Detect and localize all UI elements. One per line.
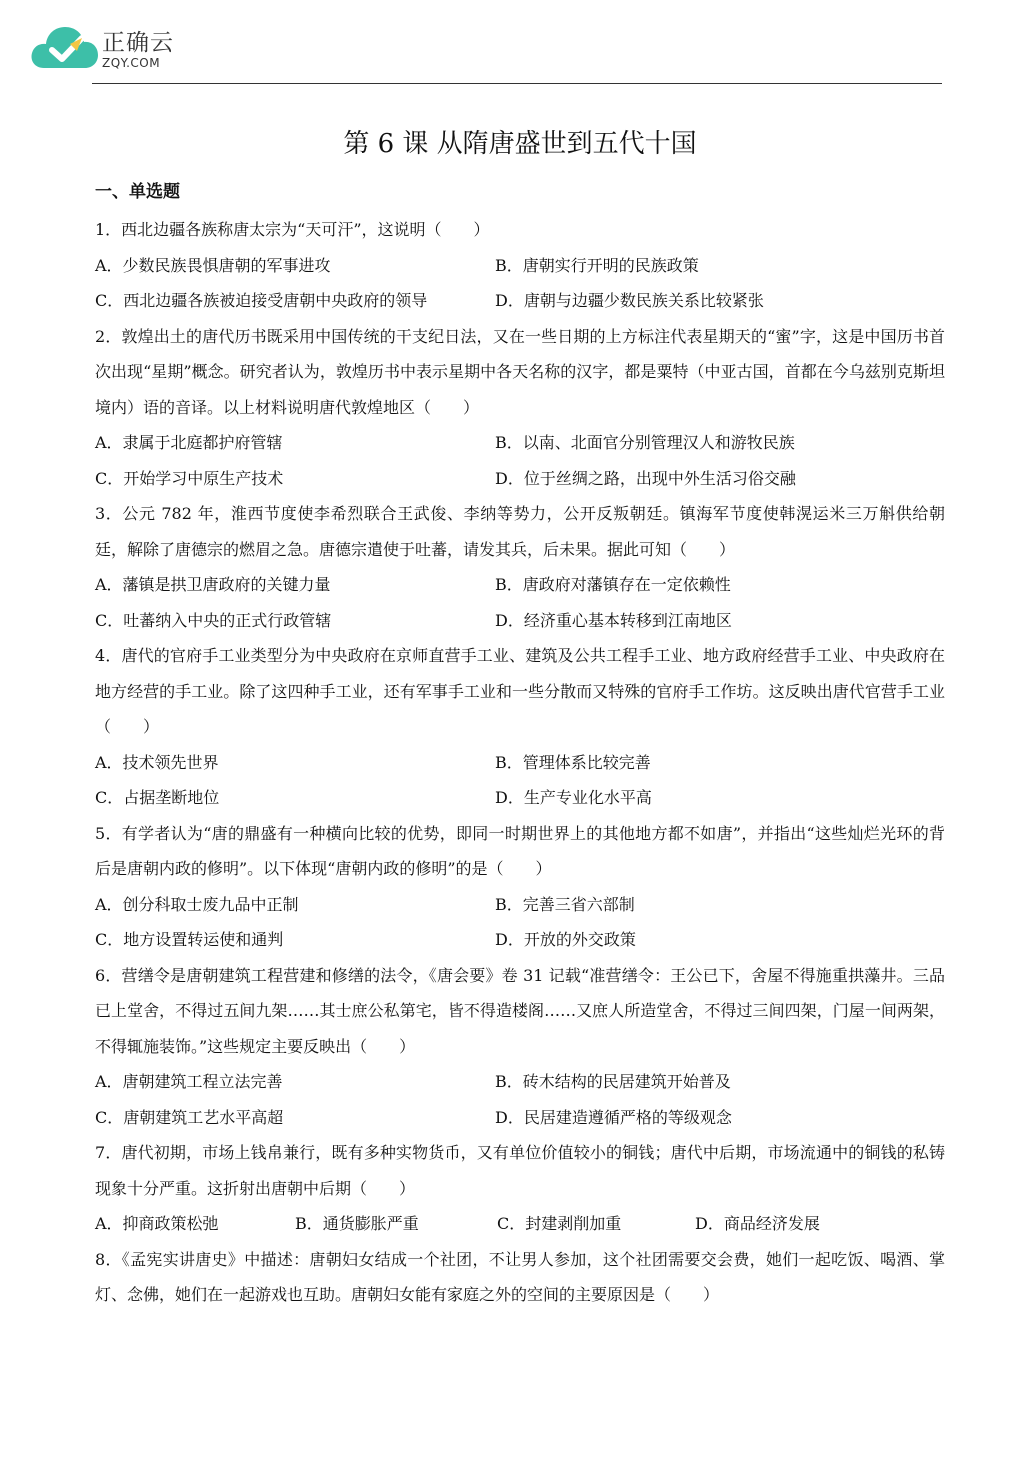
option-d: D．位于丝绸之路，出现中外生活习俗交融 <box>495 468 796 488</box>
section-heading: 一、单选题 <box>95 182 180 202</box>
option-a: A．唐朝建筑工程立法完善 <box>95 1072 283 1091</box>
option-d: D．民居建造遵循严格的等级观念 <box>495 1107 732 1127</box>
option-b: B．唐政府对藩镇存在一定依赖性 <box>495 575 731 594</box>
question-stem: 7．唐代初期，市场上钱帛兼行，既有多种实物货币，又有单位价值较小的铜钱；唐代中后期，市场流通中的铜钱的私铸现象十分严重。这折射出唐朝中后期（ ） <box>95 1143 945 1198</box>
question-4 <box>95 638 945 816</box>
question-options <box>95 248 945 319</box>
question-options <box>95 745 945 816</box>
option-d: D．经济重心基本转移到江南地区 <box>495 610 732 630</box>
question-stem: 3．公元 782 年，淮西节度使李希烈联合王武俊、李纳等势力，公开反叛朝廷。镇海军节度使韩滉运米三万斛供给朝廷，解除了唐德宗的燃眉之急。唐德宗遣使于吐蕃，请发其兵，后未果。据此可知（ ） <box>95 504 945 559</box>
question-stem: 2．敦煌出土的唐代历书既采用中国传统的干支纪日法，又在一些日期的上方标注代表星期天的“蜜”字，这是中国历书首次出现“星期”概念。研究者认为，敦煌历书中表示星期中各天名称的汉字，都是粟特（中亚古国，首都在今乌兹别克斯坦境内）语的音译。以上材料说明唐代敦煌地区（ ） <box>95 326 945 417</box>
question-2 <box>95 319 945 497</box>
option-a: A．技术领先世界 <box>95 752 219 772</box>
question-stem: 4．唐代的官府手工业类型分为中央政府在京师直营手工业、建筑及公共工程手工业、地方政府经营手工业、中央政府在地方经营的手工业。除了这四种手工业，还有军事手工业和一些分散而又特殊的官府手工作坊。这反映出唐代官营手工业（ ） <box>95 646 945 736</box>
option-b: B．唐朝实行开明的民族政策 <box>495 255 699 275</box>
question-stem: 6．营缮令是唐朝建筑工程营建和修缮的法令，《唐会要》卷 31 记载“准营缮令：王公已下，舍屋不得施重拱藻井。三品已上堂舍，不得过五间九架……其士庶公私第宅，皆不得造楼阁……又庶人所造堂舍，不得过三间四架，门屋一间两架，不得辄施装饰。”这些规定主要反映出（ ） <box>95 965 945 1056</box>
question-6 <box>95 958 945 1136</box>
document-body <box>95 124 945 1313</box>
question-5 <box>95 816 945 958</box>
option-c: C．西北边疆各族被迫接受唐朝中央政府的领导 <box>95 291 428 310</box>
option-c: C．吐蕃纳入中央的正式行政管辖 <box>95 610 332 630</box>
question-8 <box>95 1242 945 1313</box>
option-d: D．开放的外交政策 <box>495 930 636 949</box>
brand-domain: ZQY.COM <box>102 56 161 70</box>
page-title: 第 6 课 从隋唐盛世到五代十国 <box>343 129 697 159</box>
header-divider <box>92 83 942 84</box>
option-a: A．创分科取士废九品中正制 <box>95 894 299 914</box>
option-b: B．通货膨胀严重 <box>295 1214 419 1233</box>
option-c: C．地方设置转运使和通判 <box>95 930 284 949</box>
question-stem: 5．有学者认为“唐的鼎盛有一种横向比较的优势，即同一时期世界上的其他地方都不如唐”，并指出“这些灿烂光环的背后是唐朝内政的修明”。以下体现“唐朝内政的修明”的是（ ） <box>95 823 945 878</box>
question-stem: 8．《孟宪实讲唐史》中描述：唐朝妇女结成一个社团，不让男人参加，这个社团需要交会费，她们一起吃饭、喝酒、掌灯、念佛，她们在一起游戏也互助。唐朝妇女能有家庭之外的空间的主要原因是（ ） <box>95 1249 945 1304</box>
option-c: C．占据垄断地位 <box>95 788 220 807</box>
question-options <box>95 1064 945 1135</box>
question-options <box>95 567 945 638</box>
question-options <box>95 887 945 958</box>
option-b: B．完善三省六部制 <box>495 894 635 914</box>
option-c: C．封建剥削加重 <box>497 1214 622 1233</box>
question-1 <box>95 212 945 319</box>
option-a: A．抑商政策松弛 <box>95 1214 219 1233</box>
cloud-check-logo-icon <box>30 22 102 74</box>
option-b: B．砖木结构的民居建筑开始普及 <box>495 1072 731 1091</box>
option-d: D．生产专业化水平高 <box>495 788 652 807</box>
question-3 <box>95 496 945 638</box>
option-c: C．开始学习中原生产技术 <box>95 468 284 488</box>
question-stem: 1．西北边疆各族称唐太宗为“天可汗”，这说明（ ） <box>95 220 490 239</box>
option-a: A．少数民族畏惧唐朝的军事进攻 <box>95 255 331 275</box>
question-options <box>95 1206 945 1242</box>
option-b: B．以南、北面官分别管理汉人和游牧民族 <box>495 433 795 452</box>
option-b: B．管理体系比较完善 <box>495 752 651 772</box>
option-d: D．唐朝与边疆少数民族关系比较紧张 <box>495 291 764 310</box>
brand <box>102 30 174 70</box>
question-options <box>95 425 945 496</box>
brand-name: 正确云 <box>102 30 174 56</box>
option-a: A．藩镇是拱卫唐政府的关键力量 <box>95 575 331 594</box>
option-d: D．商品经济发展 <box>695 1214 820 1233</box>
question-7 <box>95 1135 945 1242</box>
option-a: A．隶属于北庭都护府管辖 <box>95 433 283 452</box>
option-c: C．唐朝建筑工艺水平高超 <box>95 1107 284 1127</box>
page-header <box>30 22 950 84</box>
